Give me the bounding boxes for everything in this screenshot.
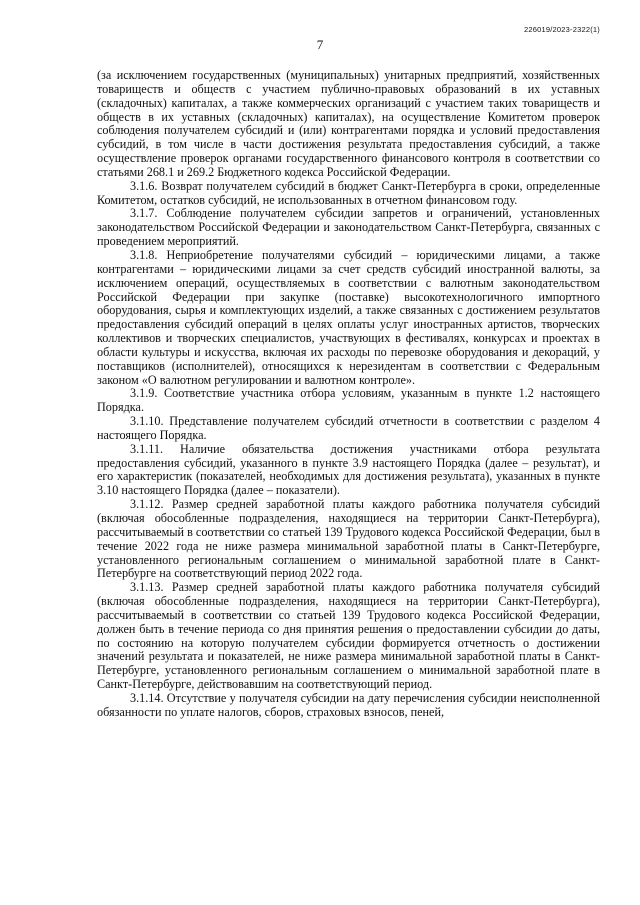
paragraph-3-1-14: 3.1.14. Отсутствие у получателя субсидии на дату перечисления субсидии неисполненной обязанности по уплате налогов, сборов, страховых взносов, пеней, bbox=[97, 690, 600, 719]
paragraph-3-1-6: 3.1.6. Возврат получателем субсидий в бюджет Санкт-Петербурга в сроки, определенные Комитетом, остатков субсидий, не использованных в отчетном финансовом году. bbox=[97, 178, 600, 207]
paragraph-continuation: (за исключением государственных (муниципальных) унитарных предприятий, хозяйственных товариществ и обществ с участием публично-правовых образований в их уставных (складочных) капиталах, а также коммерческих организаций с участием таких товариществ и обществ в их уставных (складочных) капиталах), на осуществление Комитетом проверок соблюдения получателем субсидий и (или) контрагентами порядка и условий предоставления субсидий, в том числе в части достижения результата предоставления субсидий, а также осуществление проверок органами государственного финансового контроля в соответствии со статьями 268.1 и 269.2 Бюджетного кодекса Российской Федерации. bbox=[97, 68, 600, 179]
paragraph-3-1-11: 3.1.11. Наличие обязательства достижения участниками отбора результата предоставления субсидий, указанного в пункте 3.9 настоящего Порядка (далее – результат), и его характеристик (показателей, необходимых для достижения результата), указанных в пункте 3.10 настоящего Порядка (далее – показатели). bbox=[97, 441, 600, 498]
paragraph-3-1-8: 3.1.8. Неприобретение получателями субсидий – юридическими лицами, а также контрагентами – юридическими лицами за счет средств субсидий иностранной валюты, за исключением операций, осуществляемых в соответствии с валютным законодательством Российской Федерации при закупке (поставке) высокотехнологичного импортного оборудования, сырья и комплектующих изделий, а также связанных с достижением результатов предоставления субсидий операций в целях оплаты услуг иностранных артистов, творческих коллективов и творческих специалистов, участвующих в фестивалях, конкурсах и проектах в области культуры и искусства, включая их расходы по перевозке оборудования и декораций, у поставщиков (исполнителей), относящихся к нерезидентам в соответствии с Федеральным законом «О валютном регулировании и валютном контроле». bbox=[97, 247, 600, 387]
paragraph-3-1-10: 3.1.10. Представление получателем субсидий отчетности в соответствии с разделом 4 настоящего Порядка. bbox=[97, 414, 600, 442]
paragraph-3-1-13: 3.1.13. Размер средней заработной платы каждого работника получателя субсидий (включая обособленные подразделения, находящиеся на территории Санкт-Петербурга), рассчитываемый в соответствии со статьей 139 Трудового кодекса Российской Федерации, должен быть в течение периода со дня принятия решения о предоставлении субсидии до даты, по состоянию на которую получателем субсидии формируется отчетность о достижении значений результата и показателей, не ниже размера минимальной заработной платы в Санкт-Петербурге, установленного региональным соглашением о минимальной заработной плате в Санкт-Петербурге, действовавшим на соответствующий период. bbox=[97, 580, 600, 692]
document-id: 226019/2023-2322(1) bbox=[524, 25, 600, 34]
paragraph-3-1-9: 3.1.9. Соответствие участника отбора условиям, указанным в пункте 1.2 настоящего Порядка. bbox=[97, 386, 600, 415]
page-number: 7 bbox=[316, 37, 324, 52]
paragraph-3-1-7: 3.1.7. Соблюдение получателем субсидии запретов и ограничений, установленных законодательством Российской Федерации и законодательством Санкт-Петербурга, связанных с проведением мероприятий. bbox=[97, 206, 600, 249]
document-body bbox=[97, 69, 600, 720]
paragraph-3-1-12: 3.1.12. Размер средней заработной платы каждого работника получателя субсидий (включая обособленные подразделения, находящиеся на территории Санкт-Петербурга), рассчитываемый в соответствии со статьей 139 Трудового кодекса Российской Федерации, был в течение 2022 года не ниже размера минимальной заработной платы в Санкт-Петербурге, установленного региональным соглашением о минимальной заработной плате в Санкт-Петербурге на соответствующий период 2022 года. bbox=[97, 497, 601, 581]
